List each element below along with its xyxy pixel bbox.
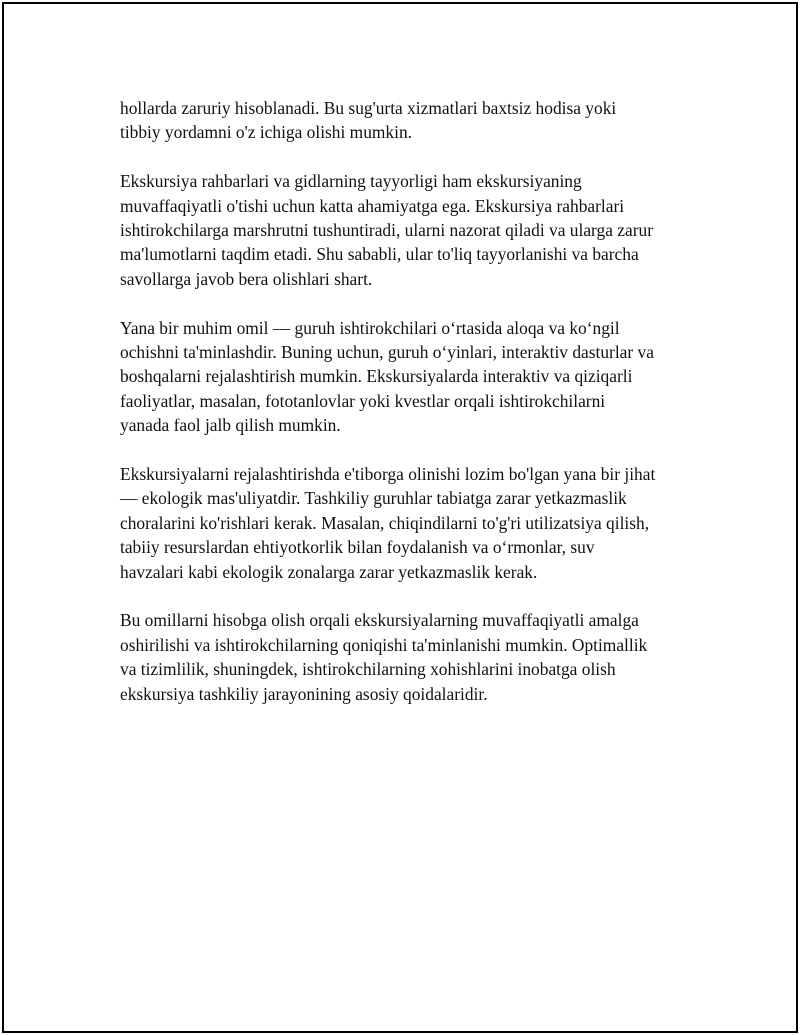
paragraph-3 — [120, 316, 710, 438]
text-line: Ekskursiya rahbarlari va gidlarning tayyorligi ham ekskursiyaning — [120, 171, 582, 192]
text-line: yanada faol jalb qilish mumkin. — [120, 415, 341, 436]
page-frame — [2, 2, 798, 1033]
document-body — [120, 96, 710, 730]
text-line: — ekologik mas'uliyatdir. Tashkiliy guruhlar tabiatga zarar yetkazmaslik — [120, 488, 627, 509]
text-line: tabiiy resurslardan ehtiyotkorlik bilan foydalanish va o‘rmonlar, suv — [120, 537, 595, 558]
text-line: Bu omillarni hisobga olish orqali ekskursiyalarning muvaffaqiyatli amalga — [120, 610, 639, 631]
text-line: hollarda zaruriy hisoblanadi. Bu sug'urta xizmatlari baxtsiz hodisa yoki — [120, 98, 617, 118]
text-line: boshqalarni rejalashtirish mumkin. Ekskursiyalarda interaktiv va qiziqarli — [120, 366, 633, 387]
text-line: choralarini ko'rishlari kerak. Masalan, chiqindilarni to'g'ri utilizatsiya qilish, — [120, 512, 650, 533]
text-line: havzalari kabi ekologik zonalarga zarar yetkazmaslik kerak. — [120, 561, 538, 582]
text-line: tibbiy yordamni o'z ichiga olishi mumkin. — [120, 122, 412, 143]
text-line: Yana bir muhim omil — guruh ishtirokchilari o‘rtasida aloqa va ko‘ngil — [120, 317, 620, 338]
text-line: ochishni ta'minlashdir. Buning uchun, guruh o‘yinlari, interaktiv dasturlar va — [120, 342, 654, 363]
text-line: muvaffaqiyatli o'tishi uchun katta ahamiyatga ega. Ekskursiya rahbarlari — [120, 195, 625, 216]
text-line: faoliyatlar, masalan, fototanlovlar yoki kvestlar orqali ishtirokchilarni — [120, 390, 606, 411]
text-line: ekskursiya tashkiliy jarayonining asosiy qoidalaridir. — [120, 683, 488, 704]
text-line: ma'lumotlarni taqdim etadi. Shu sababli, ular to'liq tayyorlanishi va barcha — [120, 244, 639, 265]
text-line: savollarga javob bera olishlari shart. — [120, 268, 373, 289]
paragraph-2 — [120, 169, 710, 291]
text-line: Ekskursiyalarni rejalashtirishda e'tiborga olinishi lozim bo'lgan yana bir jihat — [120, 464, 656, 485]
paragraph-5 — [120, 608, 710, 706]
text-line: ishtirokchilarga marshrutni tushuntiradi, ularni nazorat qiladi va ularga zarur — [120, 220, 653, 241]
text-line: va tizimlilik, shuningdek, ishtirokchilarning xohishlarini inobatga olish — [120, 659, 616, 680]
paragraph-4 — [120, 462, 710, 584]
text-line: oshirilishi va ishtirokchilarning qoniqishi ta'minlanishi mumkin. Optimallik — [120, 634, 648, 655]
paragraph-1 — [120, 96, 710, 145]
